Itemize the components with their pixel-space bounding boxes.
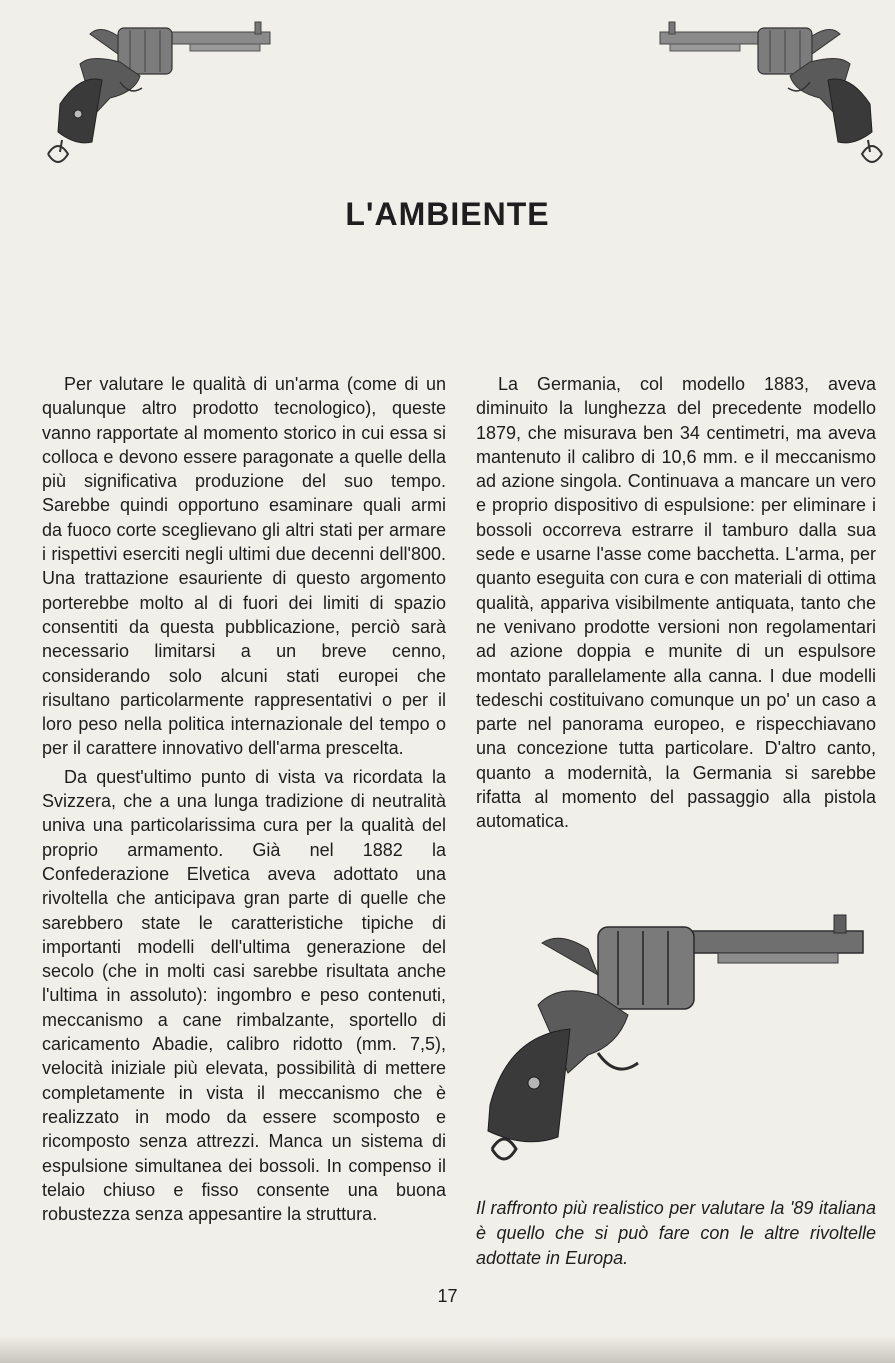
paragraph: Per valutare le qualità di un'arma (come di un qualunque altro prodotto tecnologico), queste vanno rapportate al momento storico in cui essa si colloca e devono essere paragonate a quelle della più significativa produzione del suo tempo. Sarebbe quindi opportuno esaminare quali armi da fuoco corte sceglievano gli altri stati per armare i rispettivi eserciti negli ultimi due decenni dell'800. Una trattazione esauriente di questo argomento porterebbe molto al di fuori dei limiti di spazio consentiti da questa pubblicazione, perciò sarà necessario limitarsi a un breve cenno, considerando solo alcuni stati europei che risultano particolarmente rappresentativi o per il loro peso nella politica internazionale del tempo o per il carattere innovativo dell'arma prescelta. <box>42 374 446 759</box>
page-title: L'AMBIENTE <box>345 196 550 232</box>
paragraph: Da quest'ultimo punto di vista va ricordata la Svizzera, che a una lunga tradizione di neutralità univa una particolarissima cura per la qualità del proprio armamento. Già nel 1882 la Confederazione Elvetica aveva adottato una rivoltella che anticipava gran parte di quelle che sarebbero state le caratteristiche tipiche di importanti modelli dell'ultima generazione del secolo (che in molti casi sarebbe risultata anche l'ultima in assoluto): ingombro e peso contenuti, meccanismo a cane rimbalzante, sportello di caricamento Abadie, calibro ridotto (mm. 7,5), velocità iniziale più elevata, possibilità di mettere completamente in vista il meccanismo che è realizzato in modo da essere scomposto e ricomposto senza attrezzi. Manca un sistema di espulsione simultanea dei bossoli. In compenso il telaio chiuso e fisso consente una buona robustezza senza appesantire la struttura. <box>42 766 446 1225</box>
revolver-illustration-left <box>40 14 280 174</box>
revolver-photo <box>478 905 868 1165</box>
paragraph: La Germania, col modello 1883, aveva diminuito la lunghezza del precedente modello 1879, che misurava ben 34 centimetri, ma aveva mantenuto il calibro di 10,6 mm. e il meccanismo ad azione singola. Continuava a mancare un vero e proprio dispositivo di espulsione: per eliminare i bossoli occorreva estrarre il tamburo dalla sua sede e usarne l'asse come bacchetta. L'arma, per quanto eseguita con cura e con materiali di ottima qualità, appariva visibilmente antiquata, tanto che ne venivano prodotte versioni non regolamentari ad azione doppia e munite di un espulsore montato parallelamente alla canna. I due modelli tedeschi costituivano comunque un po' un caso a parte nel panorama europeo, e rispecchiavano una concezione tutta particolare. D'altro canto, quanto a modernità, la Germania si sarebbe rifatta al momento del passaggio alla pistola automatica. <box>476 374 876 832</box>
page-edge-shadow <box>0 1335 895 1363</box>
revolver-illustration-right <box>650 14 890 174</box>
figure-caption: Il raffronto più realistico per valutare la '89 italiana è quello che si può fare con le altre rivoltelle adottate in Europa. <box>476 1198 876 1268</box>
page-number: 17 <box>437 1286 458 1306</box>
right-column <box>476 372 876 834</box>
left-column <box>42 372 446 1226</box>
